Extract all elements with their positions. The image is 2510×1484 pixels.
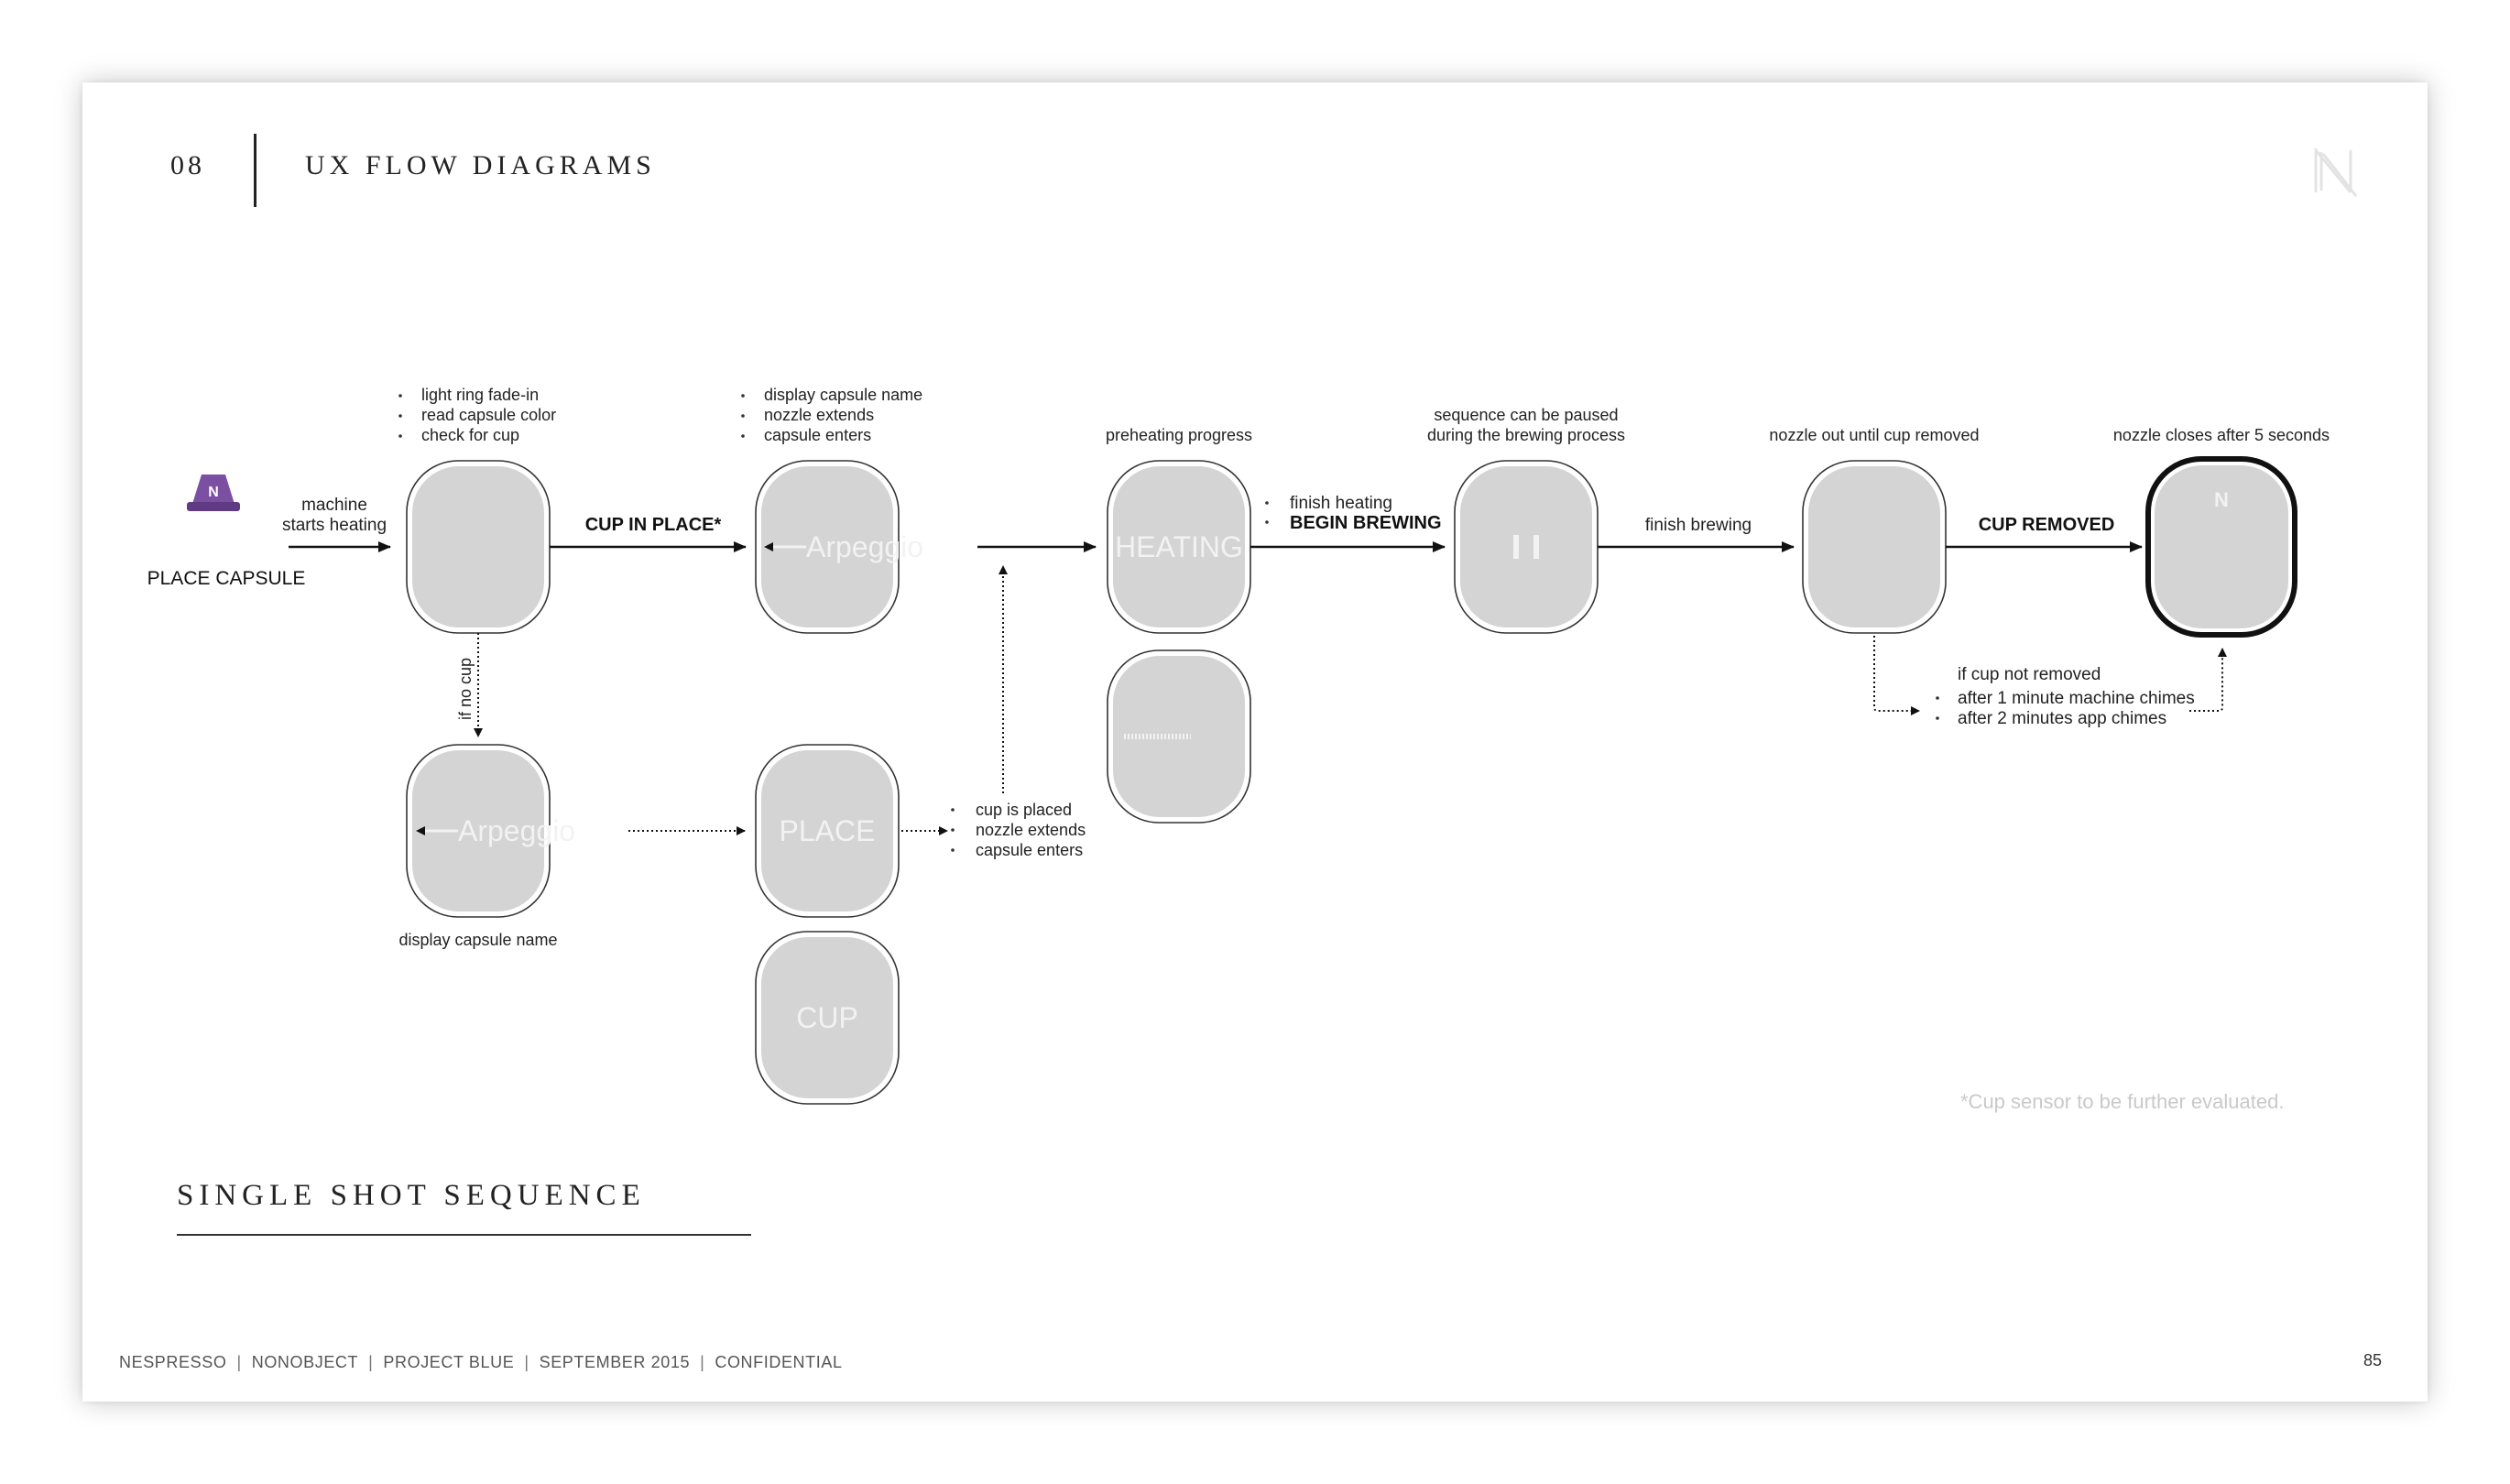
screen1-note: light ring fade-in [421, 386, 540, 404]
screen-display-4 [1455, 461, 1598, 633]
screen-b1-caption: display capsule name [398, 931, 558, 949]
footer-item: CONFIDENTIAL [715, 1353, 843, 1371]
edge-label-begin-brewing: BEGIN BREWING [1290, 513, 1442, 533]
placed-note: cup is placed [976, 801, 1073, 819]
screen2-note: display capsule name [764, 386, 923, 404]
footer-item: NESPRESSO [119, 1353, 227, 1371]
nespresso-n-logo-icon: N [2214, 488, 2229, 511]
screen6-caption: nozzle closes after 5 seconds [2112, 426, 2330, 444]
screen4-caption: sequence can be paused [1434, 406, 1619, 424]
screen-b1-capsule-name: Arpeggio [458, 814, 576, 847]
screen5-caption: nozzle out until cup removed [1769, 426, 1980, 444]
screen-display-6 [2148, 459, 2295, 635]
screen3-heating-text: HEATING [1115, 530, 1243, 563]
start-label: PLACE CAPSULE [147, 568, 306, 589]
edge-label-finish-heating: finish heating [1290, 494, 1392, 513]
footer-separator: | [236, 1353, 242, 1371]
placed-note: nozzle extends [976, 821, 1086, 839]
footer-separator: | [524, 1353, 529, 1371]
screen-display-5 [1803, 461, 1946, 633]
footer-separator: | [700, 1353, 705, 1371]
edge-label-cup-in-place: CUP IN PLACE* [584, 515, 722, 535]
screen3-caption: preheating progress [1105, 426, 1253, 444]
screen-b3-cup-text: CUP [796, 1001, 858, 1034]
screen2-capsule-name: Arpeggio [806, 530, 924, 563]
edge-label-machine: machine [301, 496, 367, 515]
placed-note: capsule enters [976, 841, 1084, 859]
sequence-title-underline [177, 1234, 751, 1236]
not-removed-note: after 1 minute machine chimes [1958, 689, 2195, 708]
footer-item: PROJECT BLUE [383, 1353, 515, 1371]
cup-sensor-footnote: *Cup sensor to be further evaluated. [1960, 1090, 2285, 1113]
screen2-note: capsule enters [764, 426, 872, 444]
screen2-note: nozzle extends [764, 406, 875, 424]
screen1-note: check for cup [421, 426, 520, 444]
section-number: 08 [170, 150, 205, 180]
edge-label-starts-heating: starts heating [281, 516, 387, 535]
footer-separator: | [368, 1353, 374, 1371]
screen-display-1 [407, 461, 550, 633]
not-removed-note: after 2 minutes app chimes [1958, 709, 2167, 728]
page-number: 85 [2363, 1351, 2383, 1369]
edge-label-finish-brewing: finish brewing [1644, 516, 1752, 535]
edge-screen5-to-chimes [1874, 636, 1919, 711]
slide-page [82, 82, 2428, 1402]
footer-item: NONOBJECT [251, 1353, 359, 1371]
section-title: UX FLOW DIAGRAMS [305, 150, 656, 180]
screen1-note: read capsule color [421, 406, 557, 424]
svg-text:N: N [208, 485, 219, 500]
not-removed-title: if cup not removed [1958, 665, 2101, 684]
edge-label-if-no-cup: if no cup [456, 657, 475, 720]
screen-b2-place-text: PLACE [779, 814, 876, 847]
footer-item: SEPTEMBER 2015 [539, 1353, 691, 1371]
capsule-icon [187, 475, 240, 511]
edge-label-cup-removed: CUP REMOVED [1978, 515, 2115, 535]
footer [119, 1353, 843, 1372]
sequence-title: SINGLE SHOT SEQUENCE [177, 1179, 646, 1212]
screen4-caption: during the brewing process [1426, 426, 1626, 444]
